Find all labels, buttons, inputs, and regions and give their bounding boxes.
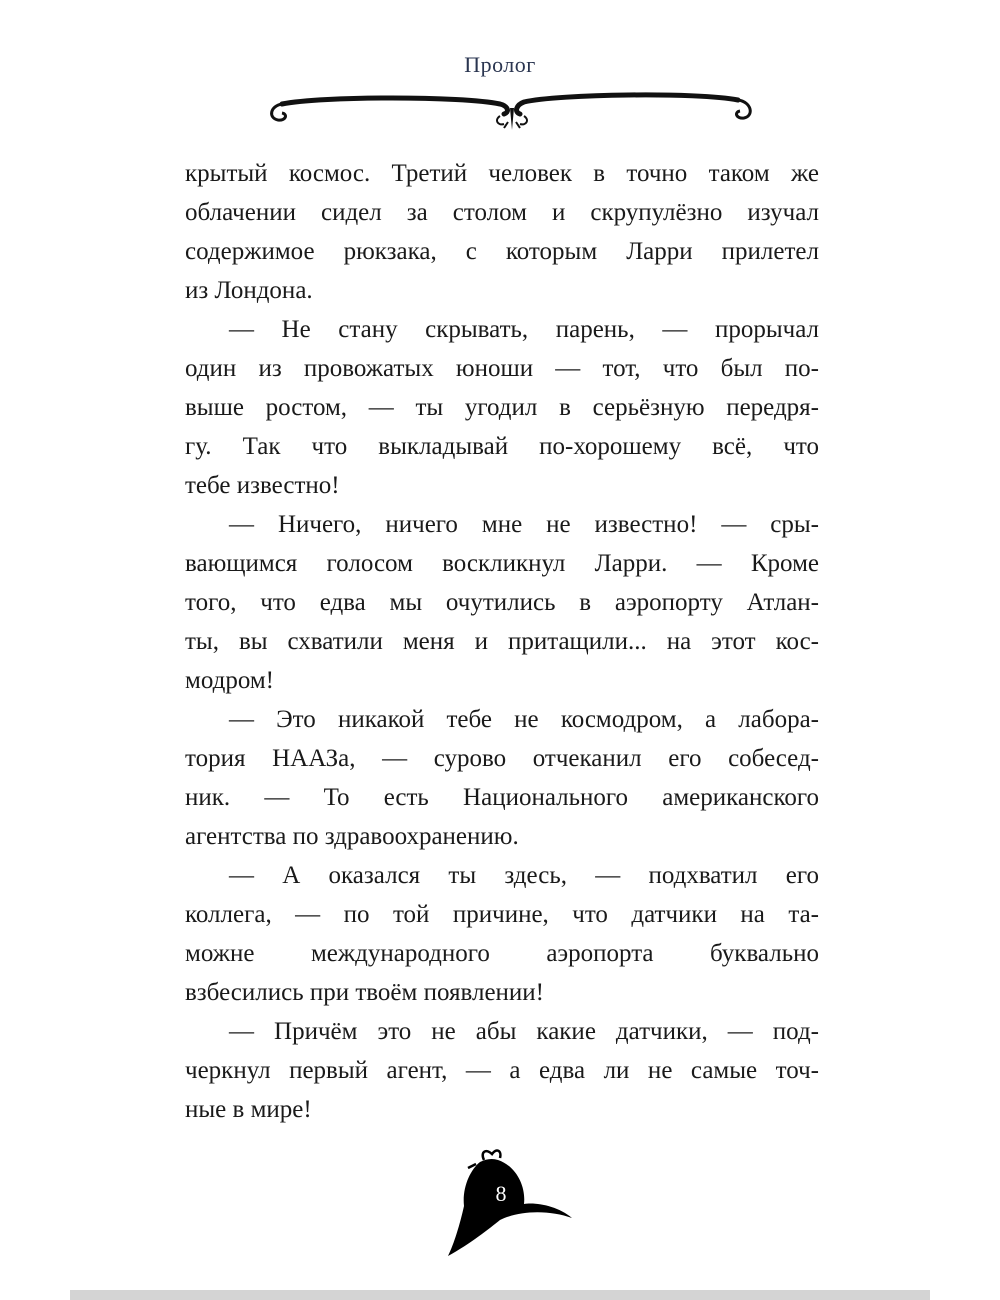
body-text <box>185 154 819 1129</box>
text-line: — А оказался ты здесь, — подхватил его <box>229 862 819 889</box>
ornament-divider-icon <box>262 86 758 136</box>
text-line: выше ростом, — ты угодил в серьёзную передря- <box>185 394 819 421</box>
text-line: из Лондона. <box>185 277 313 304</box>
text-line: — Ничего, ничего мне не известно! — сры- <box>229 511 819 538</box>
text-line: крытый космос. Третий человек в точно таком же <box>185 160 819 187</box>
text-line: коллега, — по той причине, что датчики на та- <box>185 901 819 928</box>
text-line: того, что едва мы очутились в аэропорту Атлан- <box>185 589 819 616</box>
text-line: ты, вы схватили меня и притащили... на этот кос- <box>185 628 819 655</box>
text-line: ник. — То есть Национального американского <box>185 784 819 811</box>
bottom-scrollbar[interactable] <box>70 1290 930 1300</box>
text-line: можне международного аэропорта буквально <box>185 940 819 967</box>
text-line: взбесились при твоём появлении! <box>185 979 545 1006</box>
text-line: — Не стану скрывать, парень, — прорычал <box>229 316 819 343</box>
page-number: 8 <box>495 1181 507 1206</box>
text-line: тебе известно! <box>185 472 340 499</box>
text-line: — Причём это не абы какие датчики, — под- <box>229 1018 819 1045</box>
text-line: — Это никакой тебе не космодром, а лабора- <box>229 706 819 733</box>
text-line: облачении сидел за столом и скрупулёзно изучал <box>185 199 819 226</box>
text-line: один из провожатых юноши — тот, что был по- <box>185 355 819 382</box>
text-line: тория НААЗа, — сурово отчеканил его собесед- <box>185 745 819 772</box>
text-line: модром! <box>185 667 274 694</box>
text-line: агентства по здравоохранению. <box>185 823 519 850</box>
running-title: Пролог <box>464 52 536 77</box>
text-line: гу. Так что выкладывай по-хорошему всё, что <box>185 433 819 460</box>
text-line: вающимся голосом воскликнул Ларри. — Кроме <box>185 550 819 577</box>
text-line: содержимое рюкзака, с которым Ларри прилетел <box>185 238 819 265</box>
text-line: ные в мире! <box>185 1096 312 1123</box>
text-line: черкнул первый агент, — а едва ли не самые точ- <box>185 1057 819 1084</box>
